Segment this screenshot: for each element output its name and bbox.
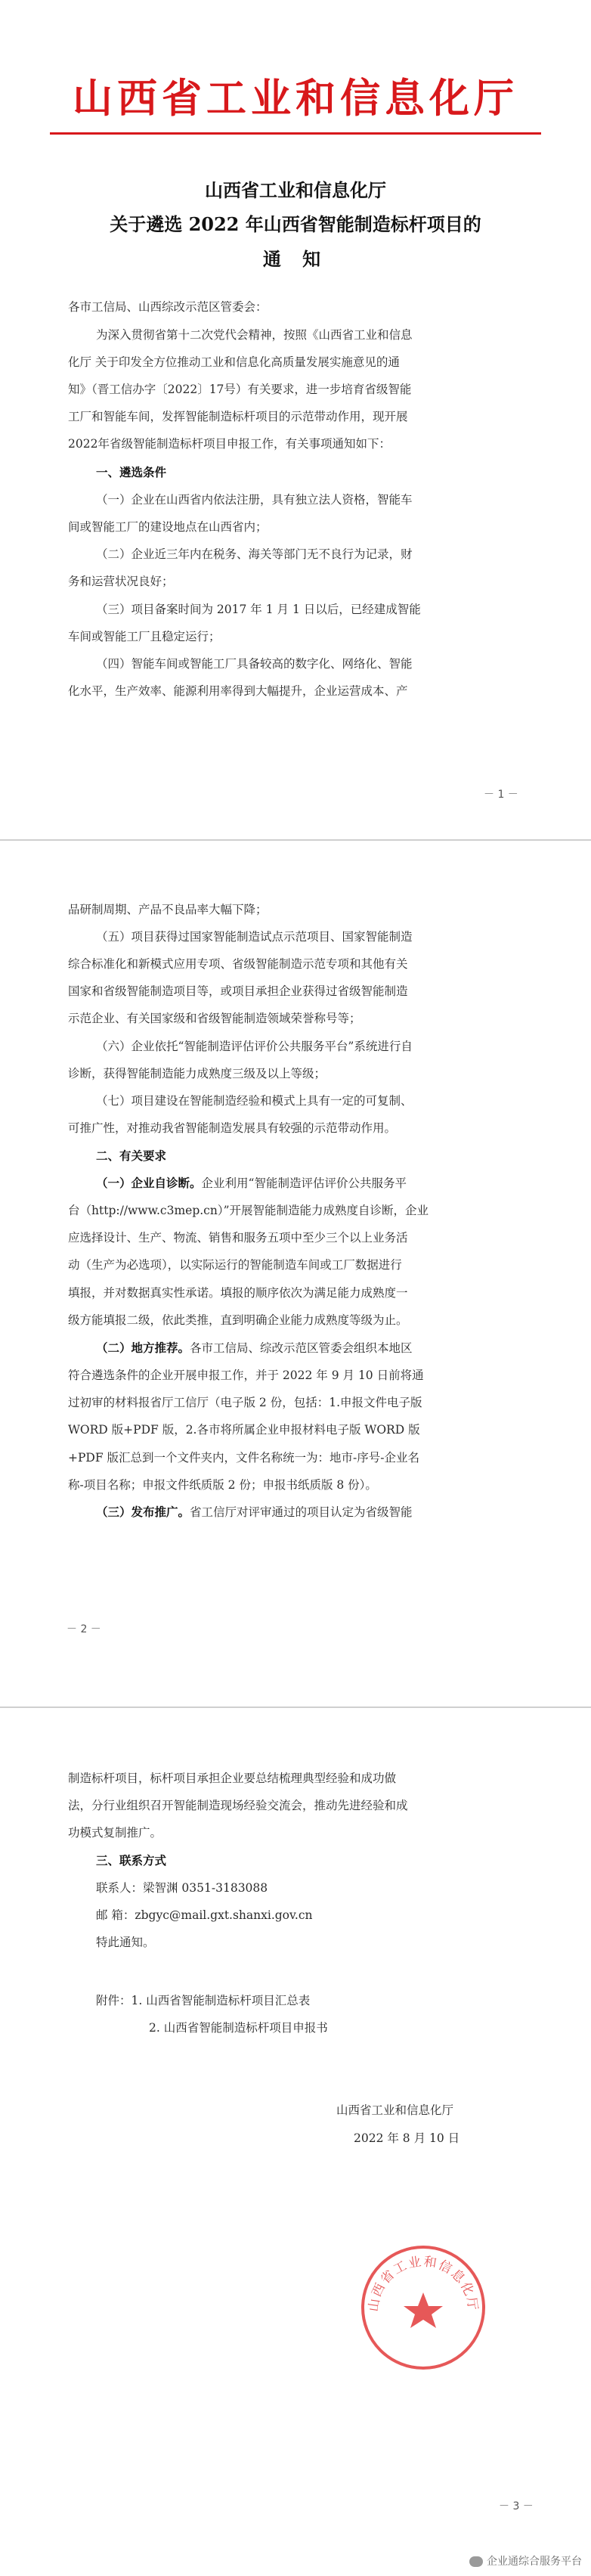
watermark-text: 企业通综合服务平台 [487,2556,582,2568]
condition-line: 务和运营状况良好； [68,575,174,588]
body-line: 知》（晋工信办字〔2022〕17号）有关要求，进一步培育省级智能 [68,383,412,396]
condition-line: （六）企业依托“智能制造评估评价公共服务平台”系统进行自 [96,1040,413,1053]
requirement-line [96,1175,543,1192]
requirement-line: 级方能填报二级，依此类推，直到明确企业能力成熟度等级为止。 [68,1313,408,1327]
requirement-line: 台（http://www.c3mep.cn）”开展智能制造能力成熟度自诊断，企业 [68,1204,429,1217]
attachment-1: 附件：1. 山西省智能制造标杆项目汇总表 [96,1994,311,2007]
page-number: － 1 － [484,789,518,801]
contact-person: 联系人：梁智渊 0351-3183088 [96,1881,268,1895]
page-number: － 3 － [499,2500,534,2512]
document-subject: 关于遴选 2022 年山西省智能制造标杆项目的 [110,213,481,235]
requirement-label: （一）企业自诊断。 [96,1176,202,1190]
contact-email: 邮 箱：zbgyc@mail.gxt.shanxi.gov.cn [96,1908,313,1922]
requirement-line: 称-项目名称；申报文件纸质版 2 份；申报书纸质版 8 份）。 [68,1478,377,1492]
document-page-2 [0,841,591,1706]
salutation: 各市工信局、山西综改示范区管委会： [68,300,268,314]
wechat-icon [469,2556,483,2567]
document-issuer: 山西省工业和信息化厅 [205,179,386,201]
requirement-line: +PDF 版汇总到一个文件夹内，文件名称统一为：地市-序号-企业名 [68,1451,420,1465]
requirement-line: 符合遴选条件的企业开展申报工作，并于 2022 年 9 月 10 日前将通 [68,1369,424,1382]
body-line: 法，分行业组织召开智能制造现场经验交流会，推动先进经验和成 [68,1799,408,1812]
requirement-text: 省工信厅对评审通过的项目认定为省级智能 [190,1505,413,1519]
requirement-line: WORD 版+PDF 版，2.各市将所属企业申报材料电子版 WORD 版 [68,1423,420,1437]
condition-line: （五）项目获得过国家智能制造试点示范项目、国家智能制造 [96,930,413,944]
condition-line: （一）企业在山西省内依法注册，具有独立法人资格，智能车 [96,493,413,507]
requirement-line [96,1504,543,1520]
body-line: 化厅 关于印发全方位推动工业和信息化高质量发展实施意见的通 [68,355,400,369]
requirement-line: 填报，并对数据真实性承诺。填报的顺序依次为满足能力成熟度一 [68,1286,408,1300]
document-type: 通 知 [262,248,329,270]
requirement-line: 动（生产为必选项），以实际运行的智能制造车间或工厂数据进行 [68,1258,402,1272]
requirement-label: （二）地方推荐。 [96,1341,190,1355]
requirement-text: 企业利用“智能制造评估评价公共服务平 [201,1176,407,1190]
section-heading-2: 二、有关要求 [96,1149,167,1163]
requirement-text: 各市工信局、综改示范区管委会组织本地区 [190,1341,413,1355]
body-line: 品研制周期、产品不良品率大幅下降； [68,903,268,916]
document-page-3 [0,1708,591,2576]
condition-line: （二）企业近三年内在税务、海关等部门无不良行为记录，财 [96,547,413,561]
attachment-2: 2. 山西省智能制造标杆项目申报书 [149,2021,328,2035]
condition-line: 间或智能工厂的建设地点在山西省内； [68,520,268,534]
body-line: 功模式复制推广。 [68,1826,162,1840]
body-line: 工厂和智能车间，发挥智能制造标杆项目的示范带动作用，现开展 [68,410,408,423]
requirement-label: （三）发布推广。 [96,1505,190,1519]
condition-line: （四）智能车间或智能工厂具备较高的数字化、网络化、智能 [96,657,413,671]
condition-line: 国家和省级智能制造项目等，或项目承担企业获得过省级智能制造 [68,984,408,998]
closing-text: 特此通知。 [96,1936,155,1949]
requirement-line: 过初审的材料报省厅工信厅（电子版 2 份，包括：1.申报文件电子版 [68,1396,422,1409]
body-line: 制造标杆项目，标杆项目承担企业要总结梳理典型经验和成功做 [68,1772,397,1785]
masthead-title: 山西省工业和信息化厅 [73,76,518,122]
condition-line: 化水平，生产效率、能源利用率得到大幅提升，企业运营成本、产 [68,684,408,698]
condition-line: 综合标准化和新模式应用专项、省级智能制造示范专项和其他有关 [68,957,408,971]
page-number: － 2 － [67,1623,101,1635]
signature-issuer: 山西省工业和信息化厅 [336,2103,454,2117]
body-line: 2022年省级智能制造标杆项目申报工作，有关事项通知如下： [68,437,391,451]
header-red-rule [50,132,541,135]
document-page-1 [0,0,591,839]
requirement-line [96,1340,543,1356]
condition-line: （七）项目建设在智能制造经验和模式上具有一定的可复制、 [96,1094,413,1108]
signature-date: 2022 年 8 月 10 日 [354,2131,460,2145]
condition-line: 示范企业、有关国家级和省级智能制造领域荣誉称号等； [68,1012,361,1025]
section-heading-1: 一、遴选条件 [96,466,167,479]
platform-watermark [469,2553,582,2568]
official-seal-icon [355,2240,491,2376]
condition-line: 可推广性，对推动我省智能制造发展具有较强的示范带动作用。 [68,1121,397,1135]
section-heading-3: 三、联系方式 [96,1854,167,1868]
body-line: 为深入贯彻省第十二次党代会精神，按照《山西省工业和信息 [96,328,413,342]
condition-line: 车间或智能工厂且稳定运行； [68,630,221,643]
condition-line: 诊断，获得智能制造能力成熟度三级及以上等级； [68,1067,326,1080]
requirement-line: 应选择设计、生产、物流、销售和服务五项中至少三个以上业务活 [68,1231,408,1245]
condition-line: （三）项目备案时间为 2017 年 1 月 1 日以后，已经建成智能 [96,603,421,616]
seal-text: 山西省工业和信息化厅 [366,2254,481,2313]
